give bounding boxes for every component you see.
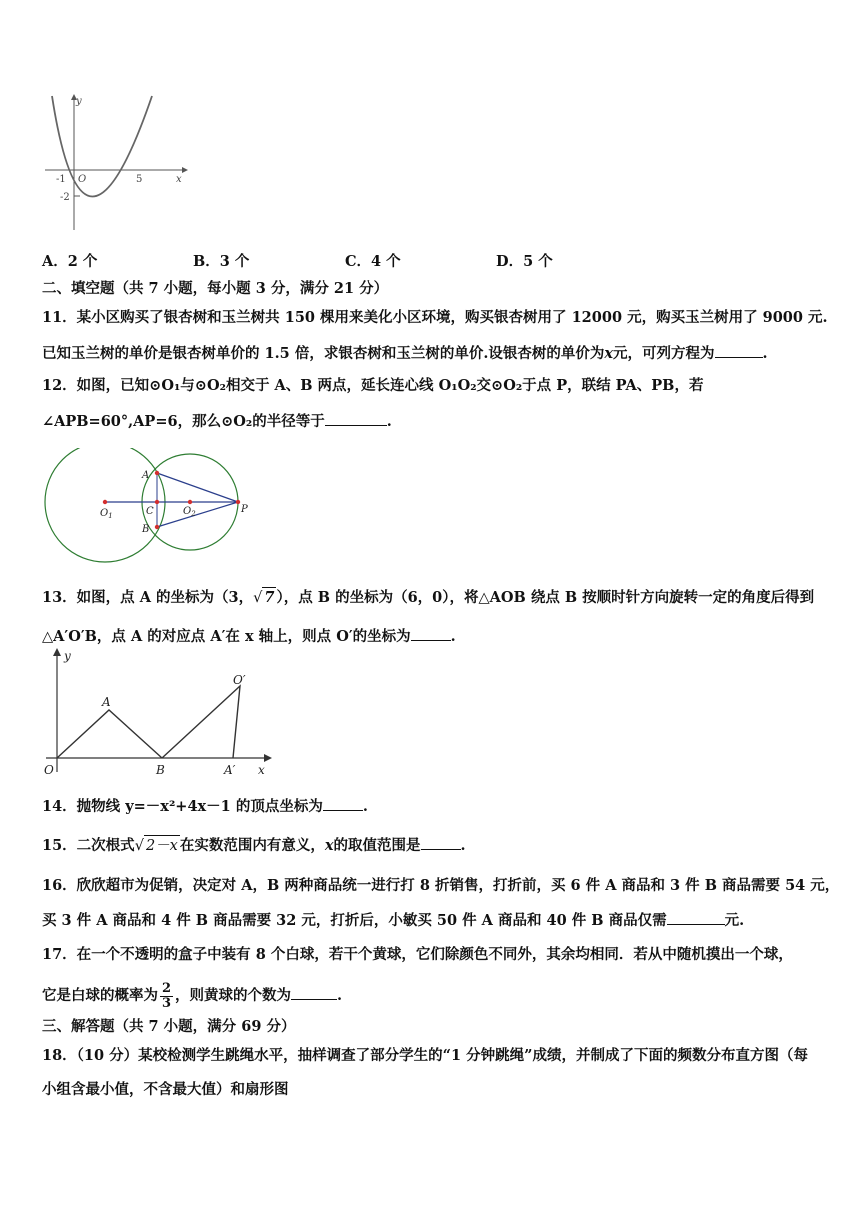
segment-pa <box>157 473 238 502</box>
triangle-aprime-oprime-b <box>162 686 240 758</box>
q16-line-2: 买 3 件 A 商品和 4 件 B 商品需要 32 元，打折后，小敏买 50 件 A 商品和 40 件 B 商品仅需 元. <box>42 912 745 929</box>
q11-answer-blank[interactable] <box>715 343 763 358</box>
origin-label: O <box>78 174 87 185</box>
q15-answer-blank[interactable] <box>421 835 461 850</box>
rotation-figure <box>40 648 280 780</box>
label-p: P <box>241 504 248 515</box>
q13-line-1: 13．如图，点 A 的坐标为（3，√ 7 ），点 B 的坐标为（6，0），将△AOB 绕点 B 按顺时针方向旋转一定的角度后得到 <box>42 589 815 606</box>
q12-answer-blank[interactable] <box>325 411 387 426</box>
q14-answer-blank[interactable] <box>323 796 363 811</box>
label-a-prime: A′ <box>224 763 236 777</box>
parabola-graph <box>40 92 190 232</box>
label-a: A <box>102 695 111 709</box>
sqrt-2-minus-x: 2－x <box>144 835 180 856</box>
q13-answer-blank[interactable] <box>411 626 451 641</box>
label-c: C <box>146 506 154 517</box>
q17-line-1: 17．在一个不透明的盒子中装有 8 个白球，若干个黄球，它们除颜色不同外，其余均相同．若从中随机摸出一个球， <box>42 946 793 963</box>
q15-line: 15．二次根式√ 2－x 在实数范围内有意义，x的取值范围是 . <box>42 837 466 854</box>
triangle-aob <box>57 710 162 758</box>
label-b: B <box>156 763 165 777</box>
q17-answer-blank[interactable] <box>291 985 337 1000</box>
q12-line-1: 12．如图，已知⊙O₁与⊙O₂相交于 A、B 两点，延长连心线 O₁O₂交⊙O₂于点 P，联结 PA、PB，若 <box>42 377 704 394</box>
label-b: B <box>142 524 150 535</box>
x-axis-label: x <box>176 174 182 185</box>
q11-line-1: 11．某小区购买了银杏树和玉兰树共 150 棵用来美化小区环境，购买银杏树用了 12000 元，购买玉兰树用了 9000 元. <box>42 309 828 326</box>
label-o-prime: O′ <box>233 673 246 687</box>
q12-line-2: ∠APB=60°,AP=6，那么⊙O₂的半径等于 . <box>42 413 392 430</box>
option-b[interactable]: B．3 个 <box>193 253 250 270</box>
label-y: y <box>64 649 71 663</box>
label-x: x <box>258 763 265 777</box>
section-2-heading: 二、填空题（共 7 小题，每小题 3 分，满分 21 分） <box>42 280 389 297</box>
five-label: 5 <box>136 174 143 185</box>
fraction-two-thirds: $\frac{2}{3}$ <box>162 980 172 1011</box>
q14-line: 14．抛物线 y=－x²+4x－1 的顶点坐标为 . <box>42 798 368 815</box>
label-o: O <box>44 763 54 777</box>
neg1-label: -1 <box>56 174 66 185</box>
section-3-heading: 三、解答题（共 7 小题，满分 69 分） <box>42 1018 296 1035</box>
q18-line-1: 18．（10 分）某校检测学生跳绳水平，抽样调查了部分学生的“1 分钟跳绳”成绩，并制成了下面的频数分布直方图（每 <box>42 1047 808 1064</box>
option-c[interactable]: C．4 个 <box>345 253 401 270</box>
option-a[interactable]: A．2 个 <box>42 253 98 270</box>
q13-line-2: △A′O′B，点 A 的对应点 A′在 x 轴上，则点 O′的坐标为 . <box>42 628 456 645</box>
q16-line-1: 16．欣欣超市为促销，决定对 A，B 两种商品统一进行打 8 折销售，打折前，买 6 件 A 商品和 3 件 B 商品需要 54 元， <box>42 877 840 894</box>
q16-answer-blank[interactable] <box>667 910 725 925</box>
circle-o1 <box>45 448 165 562</box>
q11-line-2: 已知玉兰树的单价是银杏树单价的 1.5 倍，求银杏树和玉兰树的单价.设银杏树的单价为x元，可列方程为 . <box>42 345 768 362</box>
label-o2: $O_2$ <box>183 506 196 518</box>
label-o1: $O_1$ <box>100 508 113 520</box>
label-a: A <box>142 470 150 481</box>
y-axis-label: y <box>76 96 82 107</box>
intersecting-circles-figure <box>40 448 260 566</box>
q17-line-2: 它是白球的概率为 $\frac{2}{3}$ ，则黄球的个数为 . <box>42 980 343 1011</box>
option-d[interactable]: D．5 个 <box>496 253 553 270</box>
q18-line-2: 小组含最小值，不含最大值）和扇形图 <box>42 1081 289 1098</box>
neg2-label: -2 <box>60 192 70 203</box>
sqrt-7: 7 <box>264 589 275 606</box>
segment-pb <box>157 502 238 527</box>
